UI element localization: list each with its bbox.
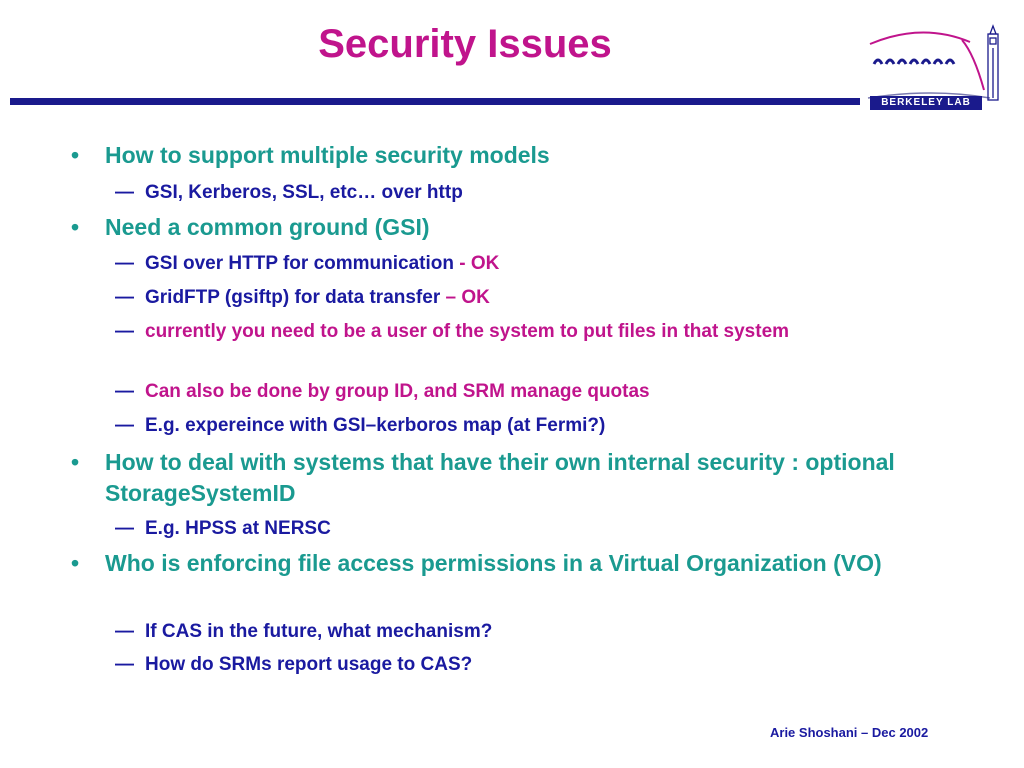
status-ok-text: - OK (459, 253, 500, 274)
sub-bullet-text: How do SRMs report usage to CAS? (145, 654, 473, 675)
sub-bullet-text: GSI, Kerberos, SSL, etc… over http (145, 182, 463, 203)
sub-bullet-text: GSI over HTTP for communication (145, 253, 460, 274)
dash-marker: — (115, 182, 134, 203)
bullet-text: How to support multiple security models (105, 142, 550, 168)
sub-bullet-item (115, 285, 885, 310)
dash-marker: — (115, 381, 134, 402)
sub-bullet-item (115, 319, 875, 344)
sub-bullet-item (115, 379, 885, 404)
sub-bullet-item (115, 516, 885, 541)
bullet-item (71, 447, 895, 509)
dash-marker: — (115, 654, 134, 675)
bullet-item (71, 548, 895, 579)
bullet-item (71, 140, 895, 171)
berkeley-lab-logo-text: BERKELEY LAB (870, 96, 982, 110)
slide-title: Security Issues (318, 22, 612, 66)
bullet-marker: • (71, 214, 80, 240)
sub-bullet-item (115, 413, 885, 438)
footer-credit: Arie Shoshani – Dec 2002 (770, 725, 929, 740)
bullet-marker: • (71, 550, 80, 576)
bullet-text: Need a common ground (GSI) (105, 214, 430, 240)
sub-bullet-item (115, 619, 885, 644)
sub-bullet-text: E.g. HPSS at NERSC (145, 518, 331, 539)
sub-bullet-text: Can also be done by group ID, and SRM manage quotas (145, 381, 650, 402)
sub-bullet-item (115, 180, 885, 205)
sub-bullet-text: If CAS in the future, what mechanism? (145, 621, 493, 642)
sub-bullet-text: GridFTP (gsiftp) for data transfer (145, 287, 446, 308)
bullet-text: How to deal with systems that have their own internal security : optional StorageSystemID (105, 449, 895, 506)
bullet-marker: • (71, 449, 80, 475)
dash-marker: — (115, 253, 134, 274)
dash-marker: — (115, 415, 134, 436)
dash-marker: — (115, 518, 134, 539)
sub-bullet-item (115, 251, 885, 276)
status-ok-text: – OK (445, 287, 490, 308)
sub-bullet-item (115, 652, 885, 677)
dash-marker: — (115, 287, 134, 308)
bullet-item (71, 212, 895, 243)
sub-bullet-text: E.g. expereince with GSI–kerboros map (at Fermi?) (145, 415, 606, 436)
bullet-text: Who is enforcing file access permissions in a Virtual Organization (VO) (105, 550, 882, 576)
dash-marker: — (115, 321, 134, 342)
sub-bullet-text: currently you need to be a user of the system to put files in that system (145, 321, 790, 342)
bullet-marker: • (71, 142, 80, 168)
dash-marker: — (115, 621, 134, 642)
